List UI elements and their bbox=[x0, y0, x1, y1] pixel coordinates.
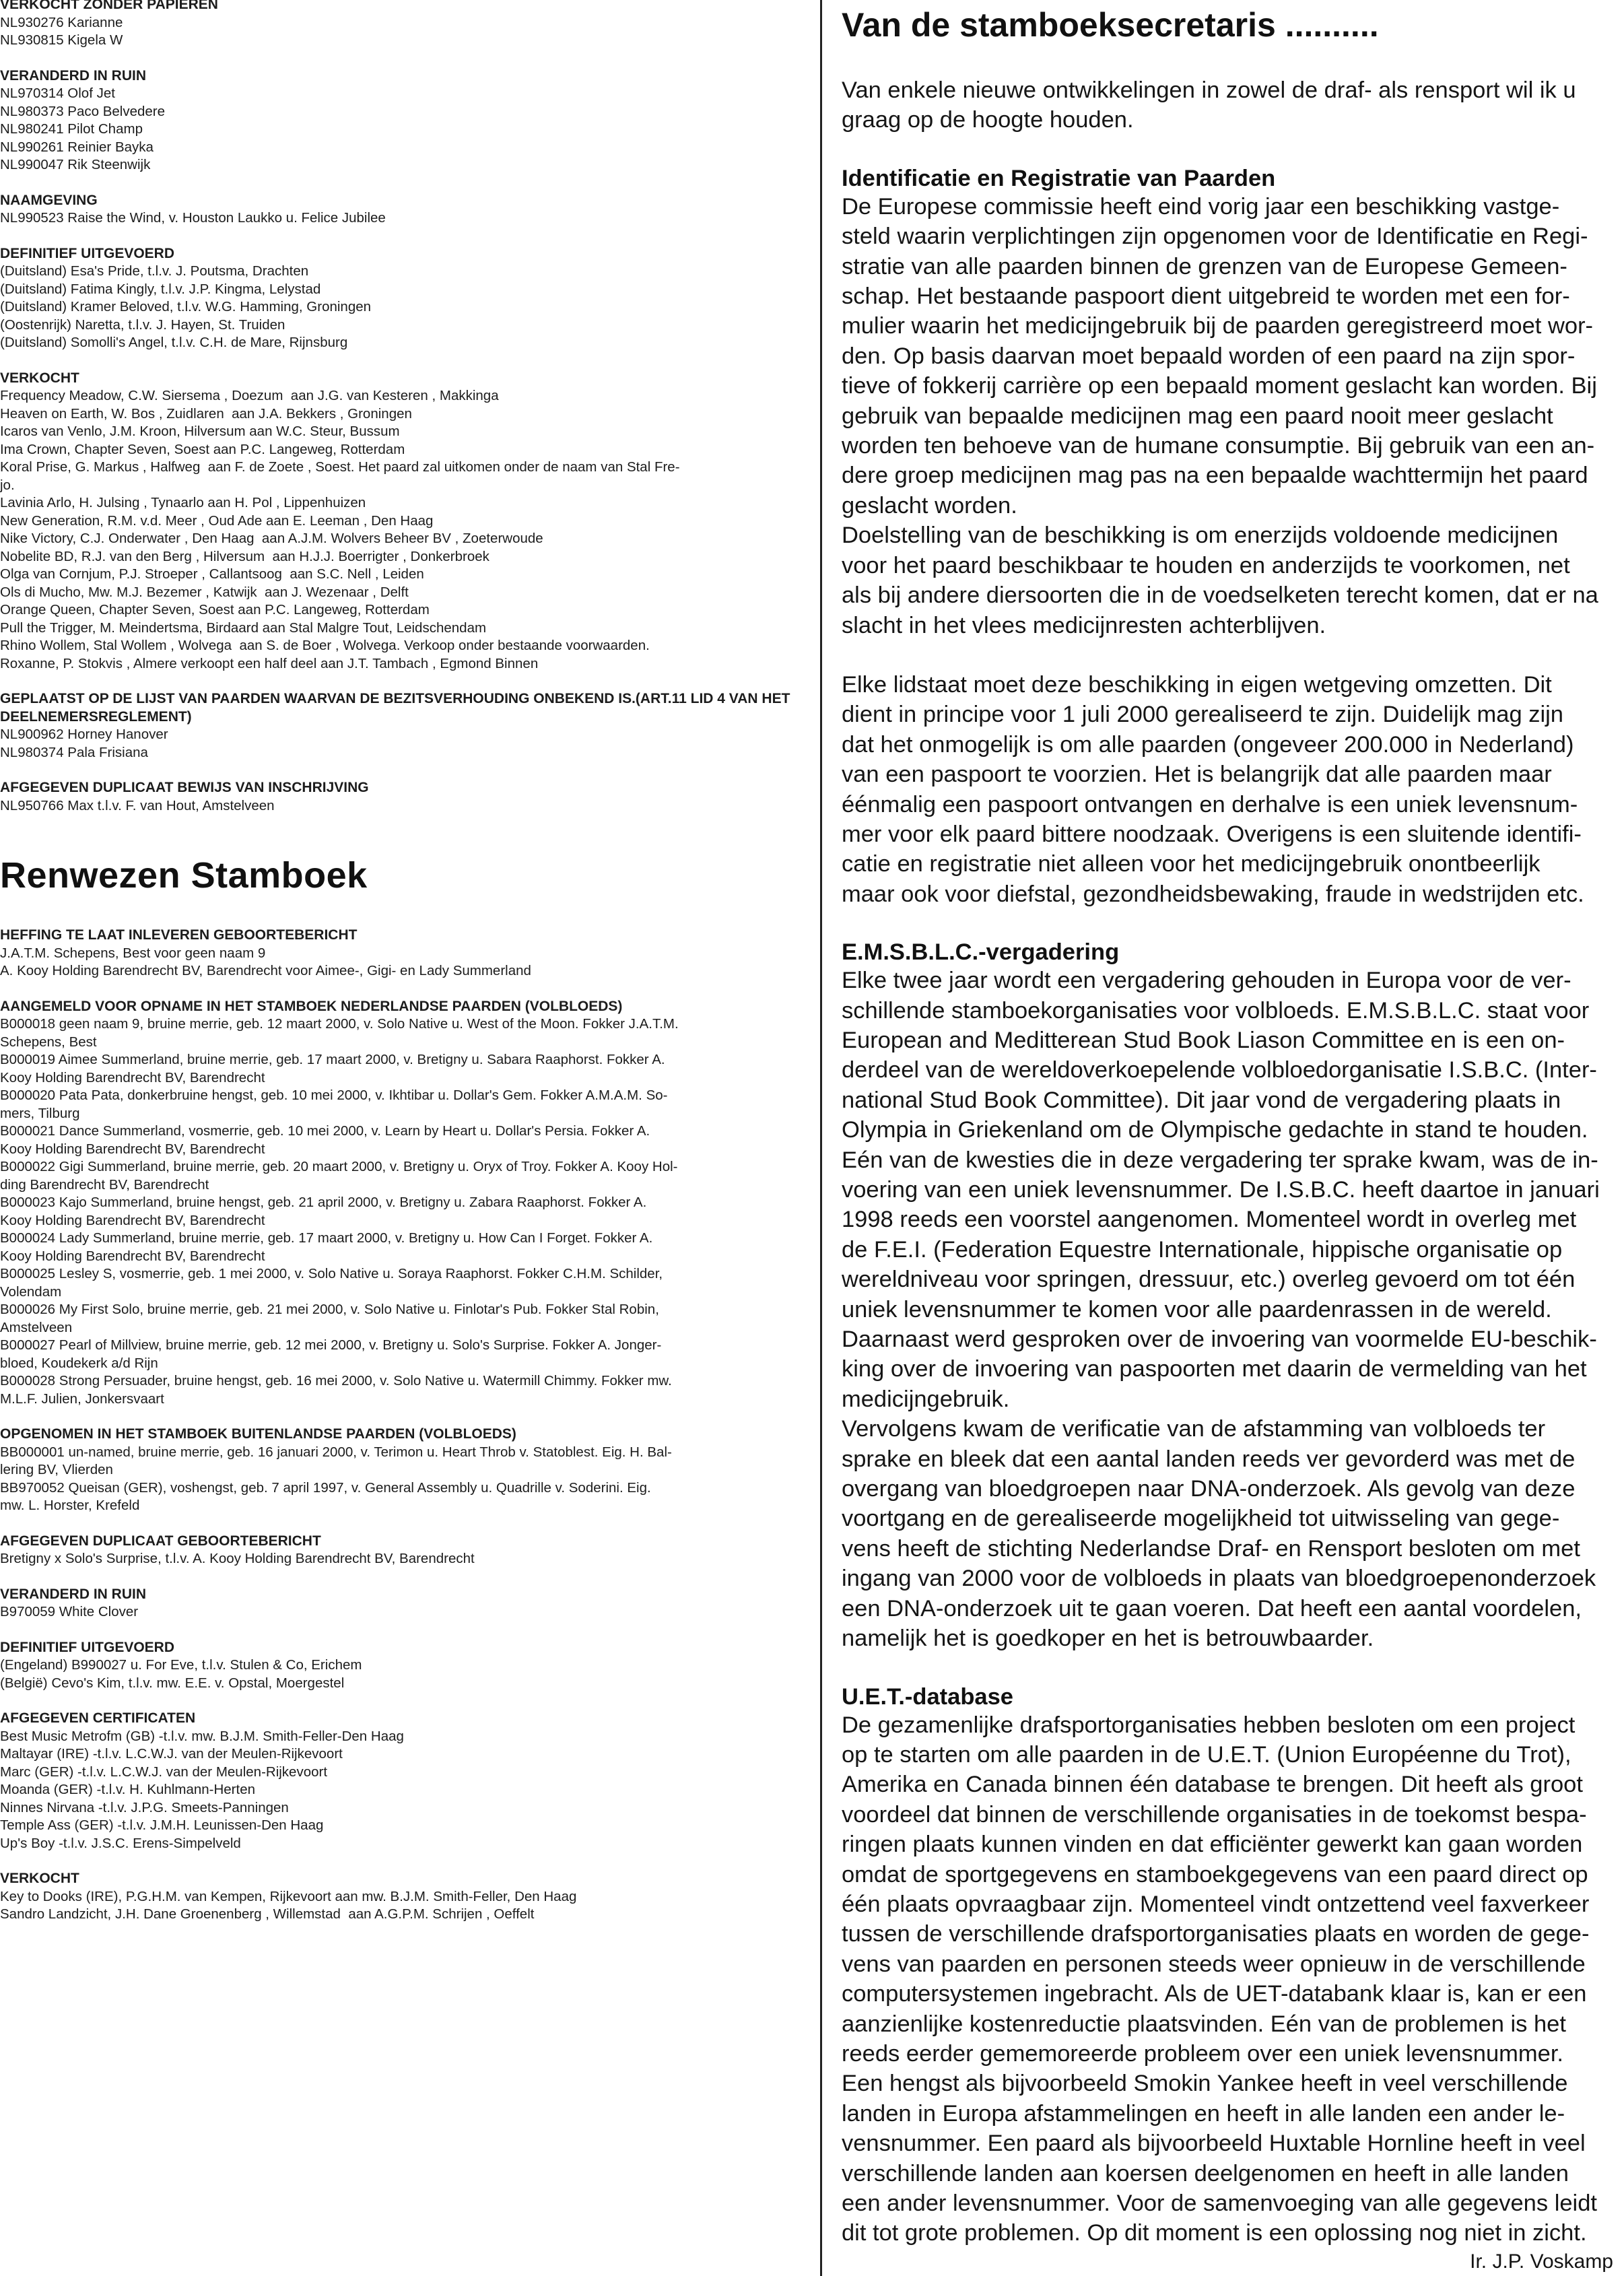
section-spacer bbox=[842, 1654, 1624, 1683]
notice-section bbox=[0, 1639, 805, 1693]
section-heading: VERKOCHT bbox=[0, 370, 79, 386]
article-subheading: Identificatie en Registratie van Paarden bbox=[842, 165, 1276, 191]
article-line: den. Op basis daarvan moet bepaald worden of een paard na zijn spor- bbox=[842, 343, 1576, 369]
article-line: 1998 reeds een voorstel aangenomen. Momenteel wordt in overleg met bbox=[842, 1207, 1577, 1233]
notice-line: Schepens, Best bbox=[0, 1034, 97, 1050]
notice-section bbox=[0, 192, 805, 228]
notice-line: (Duitsland) Esa's Pride, t.l.v. J. Poutsma, Drachten bbox=[0, 263, 309, 279]
notice-line: Ninnes Nirvana -t.l.v. J.P.G. Smeets-Panningen bbox=[0, 1799, 289, 1815]
intro-line: Van enkele nieuwe ontwikkelingen in zowel de draf- als rensport wil ik u bbox=[842, 77, 1576, 103]
article-line: als bij andere diersoorten die in de voedselketen terecht komen, dat er na bbox=[842, 582, 1598, 609]
section-heading: AANGEMELD VOOR OPNAME IN HET STAMBOEK NEDERLANDSE PAARDEN (VOLBLOEDS) bbox=[0, 998, 623, 1014]
article-line: maar ook voor diefstal, gezondheidsbewaking, fraude in wedstrijden etc. bbox=[842, 881, 1584, 907]
notice-line: NL990047 Rik Steenwijk bbox=[0, 157, 151, 172]
notice-line: lering BV, Vlierden bbox=[0, 1462, 113, 1477]
article-line: De Europese commissie heeft eind vorig jaar een beschikking vastge- bbox=[842, 193, 1560, 220]
notice-line: NL990261 Reinier Bayka bbox=[0, 139, 154, 155]
article-body bbox=[842, 75, 1624, 2248]
article-line: voortgang en de gerealiseerde mogelijkheid tot uitwisseling van gege- bbox=[842, 1506, 1560, 1532]
author-signature: Ir. J.P. Voskamp bbox=[1470, 2250, 1613, 2273]
article-line: schillende stamboekorganisaties voor volbloeds. E.M.S.B.L.C. staat voor bbox=[842, 997, 1590, 1024]
notice-line: B000026 My First Solo, bruine merrie, geb. 21 mei 2000, v. Solo Native u. Finlotar's Pub. Fokker Stal Robin, bbox=[0, 1302, 659, 1317]
notice-line: Heaven on Earth, W. Bos , Zuidlaren aan J.A. Bekkers , Groningen bbox=[0, 405, 412, 422]
notice-line: (Duitsland) Kramer Beloved, t.l.v. W.G. Hamming, Groningen bbox=[0, 299, 372, 314]
article-line: overgang van bloedgroepen naar DNA-onderzoek. Als gevolg van deze bbox=[842, 1476, 1576, 1502]
notice-line: Bretigny x Solo's Surprise, t.l.v. A. Kooy Holding Barendrecht BV, Barendrecht bbox=[0, 1551, 475, 1566]
mutaties-list bbox=[0, 0, 805, 815]
notice-line: Lavinia Arlo, H. Julsing , Tynaarlo aan H. Pol , Lippenhuizen bbox=[0, 495, 366, 510]
notice-section bbox=[0, 370, 805, 673]
article-line: een ander levensnummer. Voor de samenvoeging van alle gegevens leidt bbox=[842, 2190, 1597, 2216]
section-heading: GEPLAATST OP DE LIJST VAN PAARDEN WAARVAN DE BEZITSVERHOUDING ONBEKEND IS.(ART.11 LID 4 VAN HET DEELNEMERSREGLEMENT) bbox=[0, 691, 790, 725]
notice-line: Volendam bbox=[0, 1283, 62, 1300]
section-heading: AFGEGEVEN DUPLICAAT BEWIJS VAN INSCHRIJVING bbox=[0, 780, 369, 795]
notice-line: Up's Boy -t.l.v. J.S.C. Erens-Simpelveld bbox=[0, 1835, 241, 1851]
notice-line: BB000001 un-named, bruine merrie, geb. 16 januari 2000, v. Terimon u. Heart Throb v. Statoblest. Eig. H. Bal- bbox=[0, 1444, 672, 1460]
article-line: slacht in het vlees medicijnresten achterblijven. bbox=[842, 612, 1326, 638]
notice-line: NL930815 Kigela W bbox=[0, 32, 123, 48]
notice-line: jo. bbox=[0, 477, 15, 493]
article-line: namelijk het is goedkoper en het is betrouwbaarder. bbox=[842, 1626, 1374, 1652]
notice-section bbox=[0, 927, 805, 980]
notice-line: Roxanne, P. Stokvis , Almere verkoopt een half deel aan J.T. Tambach , Egmond Binnen bbox=[0, 655, 539, 671]
notice-section bbox=[0, 1586, 805, 1621]
notice-line: B000025 Lesley S, vosmerrie, geb. 1 mei 2000, v. Solo Native u. Soraya Raaphorst. Fokker C.H.M. Schilder, bbox=[0, 1266, 663, 1281]
article-line: derdeel van de wereldoverkoepelende volbloedorganisatie I.S.B.C. (Inter- bbox=[842, 1057, 1597, 1083]
article-line: Elke twee jaar wordt een vergadering gehouden in Europa voor de ver- bbox=[842, 968, 1571, 994]
article-line: king over de invoering van paspoorten met daarin de vermelding van het bbox=[842, 1356, 1587, 1382]
article-line: op te starten om alle paarden in de U.E.T. (Union Européenne du Trot), bbox=[842, 1741, 1571, 1768]
notice-line: Sandro Landzicht, J.H. Dane Groenenberg , Willemstad aan A.G.P.M. Schrijen , Oeffelt bbox=[0, 1906, 535, 1922]
article-line: national Stud Book Committee). Dit jaar vond de vergadering plaats in bbox=[842, 1087, 1561, 1113]
article-line: worden ten behoeve van de humane consumptie. Bij gebruik van een an- bbox=[842, 433, 1595, 459]
article-line: mulier waarin het medicijngebruik bij de paarden geregistreerd moet wor- bbox=[842, 313, 1594, 339]
notice-line: BB970052 Queisan (GER), voshengst, geb. 7 april 1997, v. General Assembly u. Quadrille v. Soderini. Eig. bbox=[0, 1479, 651, 1496]
notice-section bbox=[0, 998, 805, 1409]
notice-line: Best Music Metrofm (GB) -t.l.v. mw. B.J.M. Smith-Feller-Den Haag bbox=[0, 1728, 404, 1744]
article-line: voering van een uniek levensnummer. De I.S.B.C. heeft daartoe in januari bbox=[842, 1177, 1600, 1203]
article-line: medicijngebruik. bbox=[842, 1386, 1010, 1412]
article-line: geslacht worden. bbox=[842, 492, 1017, 518]
notice-line: Ols di Mucho, Mw. M.J. Bezemer , Katwijk aan J. Wezenaar , Delft bbox=[0, 584, 409, 600]
article-line: schap. Het bestaande paspoort dient uitgebreid te worden met een for- bbox=[842, 283, 1570, 310]
article-line: sprake en bleek dat een aantal landen reeds ver gevorderd was met de bbox=[842, 1446, 1576, 1472]
section-heading: AFGEGEVEN CERTIFICATEN bbox=[0, 1710, 196, 1726]
section-heading: AFGEGEVEN DUPLICAAT GEBOORTEBERICHT bbox=[0, 1533, 321, 1549]
section-heading: DEFINITIEF UITGEVOERD bbox=[0, 1639, 175, 1655]
article-line: tussen de verschillende drafsportorganisaties plaats en worden de gege- bbox=[842, 1921, 1590, 1947]
notice-line: Frequency Meadow, C.W. Siersema , Doezum aan J.G. van Kesteren , Makkinga bbox=[0, 388, 499, 403]
notice-line: B000023 Kajo Summerland, bruine hengst, geb. 21 april 2000, v. Bretigny u. Zabara Raaphorst. Fokker A. bbox=[0, 1195, 647, 1210]
notice-line: J.A.T.M. Schepens, Best voor geen naam 9 bbox=[0, 945, 266, 961]
notice-line: NL900962 Horney Hanover bbox=[0, 727, 168, 742]
notice-line: (Engeland) B990027 u. For Eve, t.l.v. Stulen & Co, Erichem bbox=[0, 1657, 362, 1673]
notice-line: B000021 Dance Summerland, vosmerrie, geb. 10 mei 2000, v. Learn by Heart u. Dollar's Persia. Fokker A. bbox=[0, 1123, 650, 1139]
notice-line: M.L.F. Julien, Jonkersvaart bbox=[0, 1391, 164, 1407]
article-line: de F.E.I. (Federation Equestre Internationale, hippische organisatie op bbox=[842, 1236, 1563, 1263]
article-line: European and Meditterean Stud Book Liason Committee en is een on- bbox=[842, 1027, 1565, 1053]
section-heading: VERKOCHT bbox=[0, 1871, 79, 1886]
article-line: ingang van 2000 voor de volbloeds in plaats van bloedgroepenonderzoek bbox=[842, 1566, 1596, 1592]
intro-line: graag op de hoogte houden. bbox=[842, 107, 1134, 133]
article-line: Daarnaast werd gesproken over de invoering van voormelde EU-beschik- bbox=[842, 1327, 1597, 1353]
notice-line: (Duitsland) Somolli's Angel, t.l.v. C.H. de Mare, Rijnsburg bbox=[0, 335, 348, 350]
article-line: éénmalig een paspoort ontvangen en derhalve is een uniek levensnum- bbox=[842, 791, 1578, 817]
notice-line: B000019 Aimee Summerland, bruine merrie, geb. 17 maart 2000, v. Bretigny u. Sabara Raaphorst. Fokker A. bbox=[0, 1052, 665, 1067]
section-heading: VERANDERD IN RUIN bbox=[0, 67, 147, 83]
notice-line: Rhino Wollem, Stal Wollem , Wolvega aan S. de Boer , Wolvega. Verkoop onder bestaande voorwaarden. bbox=[0, 638, 650, 653]
article-line: uniek levensnummer te komen voor alle paardenrassen in de wereld. bbox=[842, 1296, 1552, 1323]
article-line: Vervolgens kwam de verificatie van de afstamming van volbloeds ter bbox=[842, 1416, 1546, 1442]
notice-section bbox=[0, 1426, 805, 1515]
notice-line: B000022 Gigi Summerland, bruine merrie, geb. 20 maart 2000, v. Bretigny u. Oryx of Troy. Fokker A. Kooy Hol- bbox=[0, 1159, 678, 1174]
article-line: catie en registratie niet alleen voor het medicijngebruik onontbeerlijk bbox=[842, 851, 1541, 877]
article-line: voor het paard beschikbaar te houden en anderzijds te voorkomen, net bbox=[842, 552, 1570, 578]
article-line: Amerika en Canada binnen één database te brengen. Dit heeft als groot bbox=[842, 1772, 1583, 1798]
notice-section bbox=[0, 779, 805, 815]
article-line: mer voor elk paard bittere noodzaak. Overigens is een sluitende identifi- bbox=[842, 821, 1582, 847]
article-line: van een paspoort te voorzien. Het is belangrijk dat alle paarden maar bbox=[842, 762, 1552, 788]
notice-line: Nike Victory, C.J. Onderwater , Den Haag aan A.J.M. Wolvers Beheer BV , Zoeterwoude bbox=[0, 531, 543, 546]
article-line: Doelstelling van de beschikking is om enerzijds voldoende medicijnen bbox=[842, 523, 1559, 549]
section-heading: DEFINITIEF UITGEVOERD bbox=[0, 245, 175, 261]
notice-line: B000024 Lady Summerland, bruine merrie, geb. 17 maart 2000, v. Bretigny u. How Can I Forget. Fokker A. bbox=[0, 1230, 653, 1246]
notice-line: NL990523 Raise the Wind, v. Houston Laukko u. Felice Jubilee bbox=[0, 210, 386, 226]
notice-line: Moanda (GER) -t.l.v. H. Kuhlmann-Herten bbox=[0, 1782, 255, 1797]
notice-line: bloed, Koudekerk a/d Rijn bbox=[0, 1355, 158, 1371]
article-line: dere groep medicijnen mag pas na een bepaalde wachttermijn het paard bbox=[842, 463, 1588, 489]
article-line: dient in principe voor 1 juli 2000 gerealiseerd te zijn. Duidelijk mag zijn bbox=[842, 702, 1563, 728]
article-line: een DNA-onderzoek uit te gaan voeren. Dat heeft een aantal voordelen, bbox=[842, 1595, 1582, 1621]
notice-line: Pull the Trigger, M. Meindertsma, Birdaard aan Stal Malgre Tout, Leidschendam bbox=[0, 620, 487, 636]
article-line: één plaats opvraagbaar zijn. Momenteel vindt ontzettend veel faxverkeer bbox=[842, 1891, 1590, 1917]
notice-section bbox=[0, 1533, 805, 1568]
notice-line: Icaros van Venlo, J.M. Kroon, Hilversum aan W.C. Steur, Bussum bbox=[0, 424, 400, 439]
notice-line: B000018 geen naam 9, bruine merrie, geb. 12 maart 2000, v. Solo Native u. West of the Moon. Fokker J.A.T.M. bbox=[0, 1016, 679, 1032]
article-line: ringen plaats kunnen vinden en dat efficiënter gewerkt kan gaan worden bbox=[842, 1832, 1583, 1858]
article-subheading: U.E.T.-database bbox=[842, 1683, 1013, 1710]
renwezen-list bbox=[0, 927, 805, 1924]
notice-line: B000028 Strong Persuader, bruine hengst, geb. 16 mei 2000, v. Solo Native u. Watermill Chimmy. Fokker mw. bbox=[0, 1373, 672, 1388]
notice-line: Nobelite BD, R.J. van den Berg , Hilversum aan H.J.J. Boerrigter , Donkerbroek bbox=[0, 548, 489, 564]
notice-line: Ima Crown, Chapter Seven, Soest aan P.C. Langeweg, Rotterdam bbox=[0, 441, 405, 457]
section-heading: HEFFING TE LAAT INLEVEREN GEBOORTEBERICHT bbox=[0, 927, 358, 943]
renwezen-title: Renwezen Stamboek bbox=[0, 855, 368, 896]
notice-line: Maltayar (IRE) -t.l.v. L.C.W.J. van der Meulen-Rijkevoort bbox=[0, 1746, 343, 1762]
article-line: dat het onmogelijk is om alle paarden (ongeveer 200.000 in Nederland) bbox=[842, 731, 1574, 758]
article-subheading: E.M.S.B.L.C.-vergadering bbox=[842, 939, 1120, 966]
section-heading: VERKOCHT ZONDER PAPIEREN bbox=[0, 0, 218, 12]
notice-line: NL980373 Paco Belvedere bbox=[0, 103, 166, 119]
notice-section bbox=[0, 1870, 805, 1924]
notice-line: Kooy Holding Barendrecht BV, Barendrecht bbox=[0, 1248, 265, 1264]
article-line: gebruik van bepaalde medicijnen mag een paard nooit meer geslacht bbox=[842, 403, 1553, 429]
notice-line: NL980374 Pala Frisiana bbox=[0, 744, 148, 760]
section-heading: NAAMGEVING bbox=[0, 192, 98, 208]
article-line: vens heeft de stichting Nederlandse Draf- en Rensport besloten om met bbox=[842, 1535, 1580, 1562]
article-line: Elke lidstaat moet deze beschikking in eigen wetgeving omzetten. Dit bbox=[842, 671, 1552, 698]
notice-line: New Generation, R.M. v.d. Meer , Oud Ade aan E. Leeman , Den Haag bbox=[0, 512, 434, 529]
column-divider bbox=[820, 0, 822, 2276]
notice-section bbox=[0, 245, 805, 352]
section-heading: VERANDERD IN RUIN bbox=[0, 1586, 147, 1602]
section-spacer bbox=[842, 909, 1624, 939]
article-line: vens van paarden en personen steeds weer opnieuw in de verschillende bbox=[842, 1951, 1586, 1977]
article-line: dit tot grote problemen. Op dit moment is een oplossing nog niet in zicht. bbox=[842, 2220, 1587, 2246]
notice-section bbox=[0, 67, 805, 174]
section-heading: OPGENOMEN IN HET STAMBOEK BUITENLANDSE PAARDEN (VOLBLOEDS) bbox=[0, 1426, 516, 1442]
article-line: tieve of fokkerij carrière op een bepaald moment geslacht kan worden. Bij bbox=[842, 373, 1597, 399]
article-line: Eén van de kwesties die in deze vergadering ter sprake kwam, was de in- bbox=[842, 1147, 1598, 1173]
notice-line: Marc (GER) -t.l.v. L.C.W.J. van der Meulen-Rijkevoort bbox=[0, 1764, 328, 1780]
article-line: wereldniveau voor springen, dressuur, etc.) overleg gevoerd om tot één bbox=[842, 1267, 1576, 1293]
article-line: reeds eerder gememoreerde probleem over een uniek levensnummer. bbox=[842, 2040, 1563, 2067]
notice-section bbox=[0, 690, 805, 762]
notice-line: (Duitsland) Fatima Kingly, t.l.v. J.P. Kingma, Lelystad bbox=[0, 281, 321, 297]
notice-line: NL930276 Karianne bbox=[0, 14, 123, 30]
notice-line: B000027 Pearl of Millview, bruine merrie, geb. 12 mei 2000, v. Bretigny u. Solo's Surprise. Fokker A. Jonger- bbox=[0, 1337, 662, 1353]
article-line: steld waarin verplichtingen zijn opgenomen voor de Identificatie en Regi- bbox=[842, 224, 1588, 250]
notice-line: Kooy Holding Barendrecht BV, Barendrecht bbox=[0, 1212, 265, 1228]
article-line: Een hengst als bijvoorbeeld Smokin Yankee heeft in veel verschillende bbox=[842, 2071, 1568, 2097]
section-spacer bbox=[842, 135, 1624, 165]
notice-line: mw. L. Horster, Krefeld bbox=[0, 1498, 140, 1513]
notice-line: NL970314 Olof Jet bbox=[0, 86, 115, 101]
notice-line: Orange Queen, Chapter Seven, Soest aan P.C. Langeweg, Rotterdam bbox=[0, 602, 430, 617]
article-line: stratie van alle paarden binnen de grenzen van de Europese Gemeen- bbox=[842, 253, 1567, 279]
paragraph-spacer bbox=[842, 640, 1624, 670]
notice-section bbox=[0, 1710, 805, 1852]
notice-line: Koral Prise, G. Markus , Halfweg aan F. de Zoete , Soest. Het paard zal uitkomen onder de naam van Stal Fre- bbox=[0, 459, 680, 475]
article-line: vensnummer. Een paard als bijvoorbeeld Huxtable Hornline heeft in veel bbox=[842, 2131, 1586, 2157]
article-line: computersystemen ingebracht. Als de UET-databank klaar is, kan er een bbox=[842, 1981, 1587, 2007]
notice-line: Kooy Holding Barendrecht BV, Barendrecht bbox=[0, 1141, 265, 1157]
notice-line: Temple Ass (GER) -t.l.v. J.M.H. Leunissen-Den Haag bbox=[0, 1817, 324, 1833]
article-line: landen in Europa afstammelingen en heeft in alle landen een ander le- bbox=[842, 2100, 1565, 2127]
notice-line: A. Kooy Holding Barendrecht BV, Barendrecht voor Aimee-, Gigi- en Lady Summerland bbox=[0, 963, 531, 978]
notice-line: (België) Cevo's Kim, t.l.v. mw. E.E. v. Opstal, Moergestel bbox=[0, 1675, 345, 1691]
notice-line: B970059 White Clover bbox=[0, 1604, 139, 1619]
notice-line: Key to Dooks (IRE), P.G.H.M. van Kempen, Rijkevoort aan mw. B.J.M. Smith-Feller, Den Haag bbox=[0, 1888, 577, 1904]
notice-line: Olga van Cornjum, P.J. Stroeper , Callantsoog aan S.C. Nell , Leiden bbox=[0, 566, 424, 582]
article-line: Olympia in Griekenland om de Olympische gedachte in stand te houden. bbox=[842, 1117, 1588, 1143]
notice-line: (Oostenrijk) Naretta, t.l.v. J. Hayen, St. Truiden bbox=[0, 316, 285, 333]
notice-line: NL980241 Pilot Champ bbox=[0, 121, 143, 137]
notice-line: B000020 Pata Pata, donkerbruine hengst, geb. 10 mei 2000, v. Ikhtibar u. Dollar's Gem. Fokker A.M.A.M. So- bbox=[0, 1087, 668, 1103]
article-line: omdat de sportgegevens en stamboekgegevens van een paard direct op bbox=[842, 1861, 1588, 1887]
article-title: Van de stamboeksecretaris .......... bbox=[842, 6, 1379, 44]
article-line: voordeel dat binnen de verschillende organisaties in de toekomst bespa- bbox=[842, 1801, 1587, 1828]
article-line: De gezamenlijke drafsportorganisaties hebben besloten om een project bbox=[842, 1712, 1576, 1738]
article-line: aanzienlijke kostenreductie plaatsvinden. Eén van de problemen is het bbox=[842, 2011, 1566, 2037]
notice-line: NL950766 Max t.l.v. F. van Hout, Amstelveen bbox=[0, 797, 275, 813]
notice-line: Kooy Holding Barendrecht BV, Barendrecht bbox=[0, 1069, 265, 1085]
notice-line: mers, Tilburg bbox=[0, 1105, 80, 1121]
article-line: verschillende landen aan koersen deelgenomen en heeft in alle landen bbox=[842, 2160, 1569, 2186]
notice-section bbox=[0, 0, 805, 50]
notice-line: Amstelveen bbox=[0, 1319, 73, 1335]
right-column bbox=[842, 4, 1624, 2276]
notice-line: ding Barendrecht BV, Barendrecht bbox=[0, 1176, 209, 1193]
left-column bbox=[0, 0, 805, 1941]
